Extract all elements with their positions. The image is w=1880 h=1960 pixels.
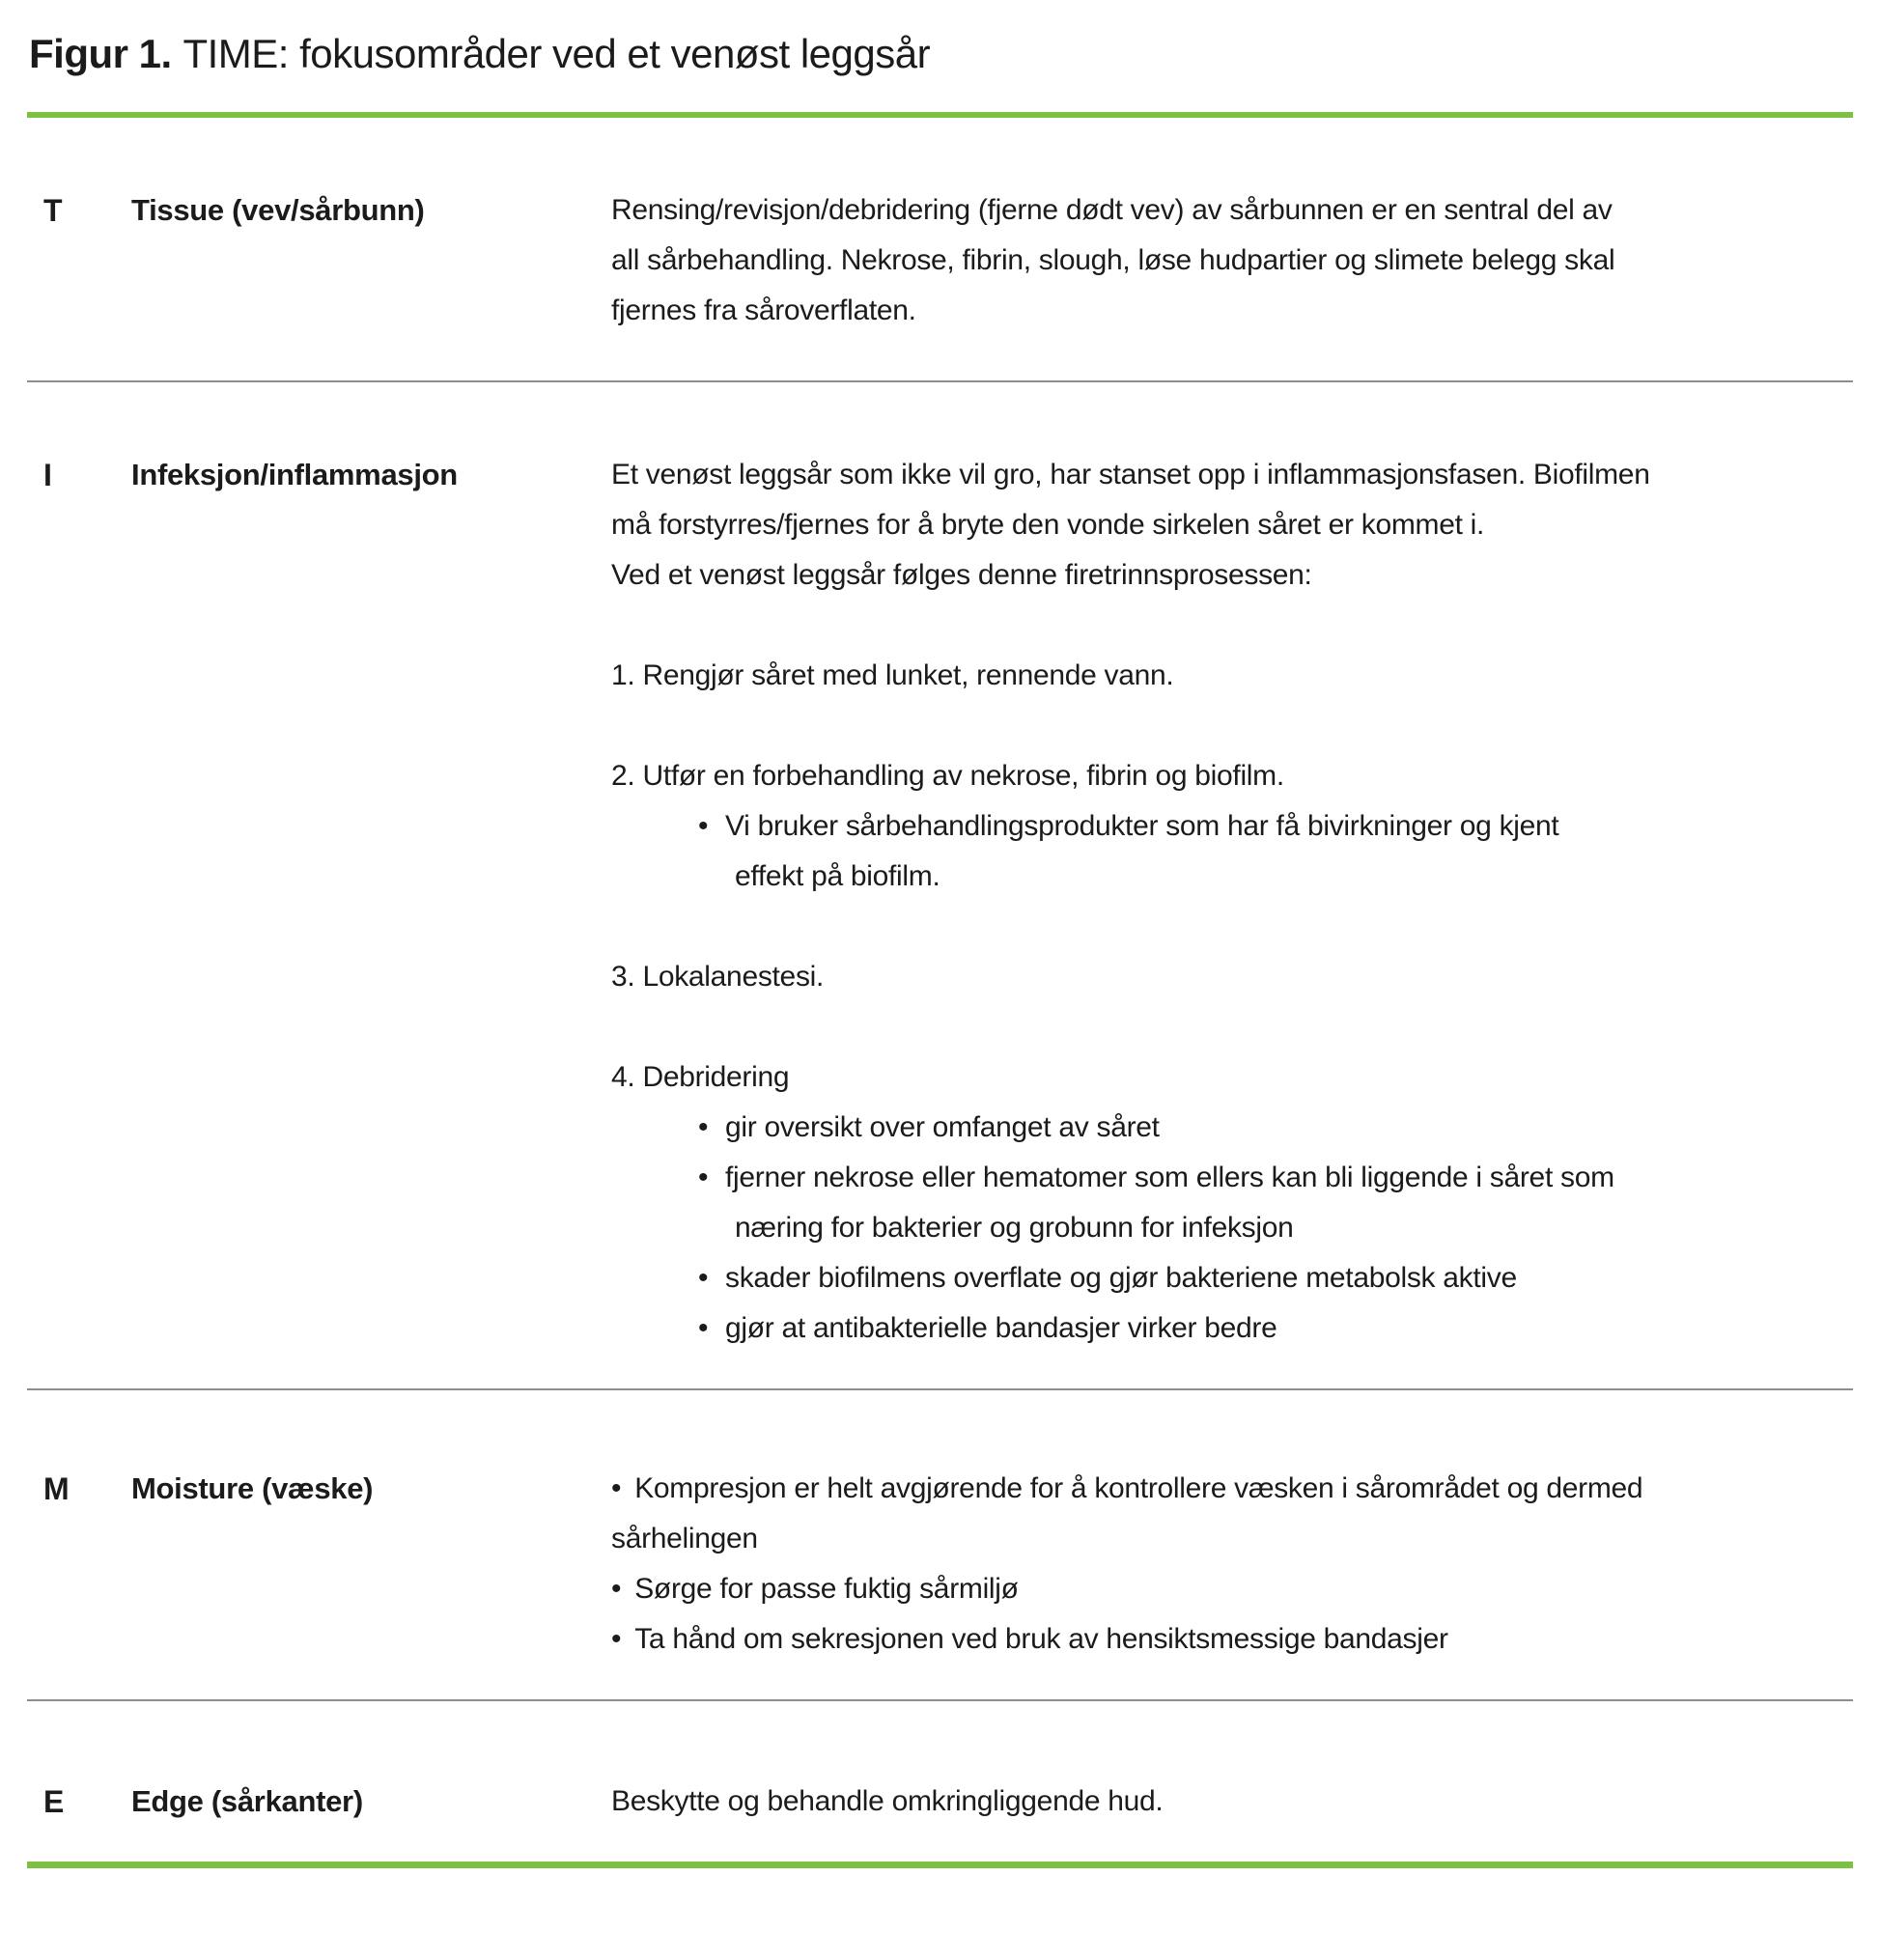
row-content xyxy=(611,185,1853,336)
bullet-text: fjerner nekrose eller hematomer som ellers kan bli liggende i såret som xyxy=(725,1162,1614,1193)
paragraph-line: må forstyrres/fjernes for å bryte den vonde sirkelen såret er kommet i. xyxy=(611,509,1485,541)
row-letter: T xyxy=(43,193,63,228)
bullet-item xyxy=(698,1103,1830,1153)
bullet-dot: • xyxy=(698,1111,709,1143)
bullet-text-continuation: effekt på biofilm. xyxy=(735,860,940,892)
bullet-dot: • xyxy=(698,1312,709,1344)
bullet-item xyxy=(611,1464,1830,1564)
bullet-item xyxy=(698,1303,1830,1354)
bullet-text-continuation: næring for bakterier og grobunn for infeksjon xyxy=(735,1212,1294,1244)
step-text: 3. Lokalanestesi. xyxy=(611,961,825,993)
bullet-text: Ta hånd om sekresjonen ved bruk av hensiktsmessige bandasjer xyxy=(634,1623,1448,1655)
figure-page xyxy=(0,29,1880,1868)
row-label: Moisture (væske) xyxy=(131,1471,374,1505)
row-letter: E xyxy=(43,1784,65,1819)
step-item-2 xyxy=(611,751,1830,902)
row-label: Edge (sårkanter) xyxy=(131,1784,363,1818)
bullet-item xyxy=(611,1614,1830,1665)
bullet-dot: • xyxy=(611,1573,622,1605)
row-tissue xyxy=(27,118,1853,380)
bullet-item xyxy=(698,1153,1830,1203)
paragraph-line: Et venøst leggsår som ikke vil gro, har stanset opp i inflammasjonsfasen. Biofilmen xyxy=(611,459,1650,490)
figure-title xyxy=(29,29,1853,79)
step-item-3 xyxy=(611,952,1830,1002)
row-moisture xyxy=(27,1390,1853,1699)
paragraph-line: fjernes fra såroverflaten. xyxy=(611,294,916,326)
row-letter: I xyxy=(43,458,52,492)
step-item-1 xyxy=(611,651,1830,701)
step-text: 1. Rengjør såret med lunket, rennende vann. xyxy=(611,659,1174,691)
bullet-text: Kompresjon er helt avgjørende for å kontrollere væsken i sårområdet og dermed xyxy=(634,1472,1643,1504)
bullet-text-continuation: sårhelingen xyxy=(611,1523,758,1554)
bullet-text: Vi bruker sårbehandlingsprodukter som har få bivirkninger og kjent xyxy=(725,810,1559,842)
figure-caption: TIME: fokusområder ved et venøst leggsår xyxy=(182,31,931,76)
row-label: Tissue (vev/sårbunn) xyxy=(131,193,425,227)
figure-number: Figur 1. xyxy=(29,31,172,76)
paragraph-line: Rensing/revisjon/debridering (fjerne dødt vev) av sårbunnen er en sentral del av xyxy=(611,194,1613,226)
row-content xyxy=(611,1464,1853,1665)
paragraph-line: Beskytte og behandle omkringliggende hud. xyxy=(611,1785,1164,1817)
paragraph-line: Ved et venøst leggsår følges denne firetrinnsprosessen: xyxy=(611,559,1312,591)
bullet-text: Sørge for passe fuktig sårmiljø xyxy=(634,1573,1019,1605)
step-text: 4. Debridering xyxy=(611,1061,790,1093)
bullet-dot: • xyxy=(698,1262,709,1294)
bullet-dot: • xyxy=(611,1623,622,1655)
bullet-dot: • xyxy=(698,1162,709,1193)
row-content xyxy=(611,1777,1853,1827)
bullet-text: gjør at antibakterielle bandasjer virker bedre xyxy=(725,1312,1277,1344)
bullet-dot: • xyxy=(698,810,709,842)
accent-rule-bottom xyxy=(27,1862,1853,1868)
row-label: Infeksjon/inflammasjon xyxy=(131,458,458,491)
bullet-text: skader biofilmens overflate og gjør bakteriene metabolsk aktive xyxy=(725,1262,1517,1294)
bullet-item xyxy=(698,801,1830,852)
bullet-item xyxy=(698,1253,1830,1303)
bullet-text: gir oversikt over omfanget av såret xyxy=(725,1111,1160,1143)
row-infection xyxy=(27,382,1853,1388)
step-item-4 xyxy=(611,1052,1830,1354)
bullet-dot: • xyxy=(611,1472,622,1504)
row-edge xyxy=(27,1701,1853,1862)
step-text: 2. Utfør en forbehandling av nekrose, fibrin og biofilm. xyxy=(611,760,1284,792)
paragraph-line: all sårbehandling. Nekrose, fibrin, slough, løse hudpartier og slimete belegg skal xyxy=(611,244,1615,276)
row-content xyxy=(611,450,1853,1354)
row-letter: M xyxy=(43,1471,70,1506)
bullet-item xyxy=(611,1564,1830,1614)
